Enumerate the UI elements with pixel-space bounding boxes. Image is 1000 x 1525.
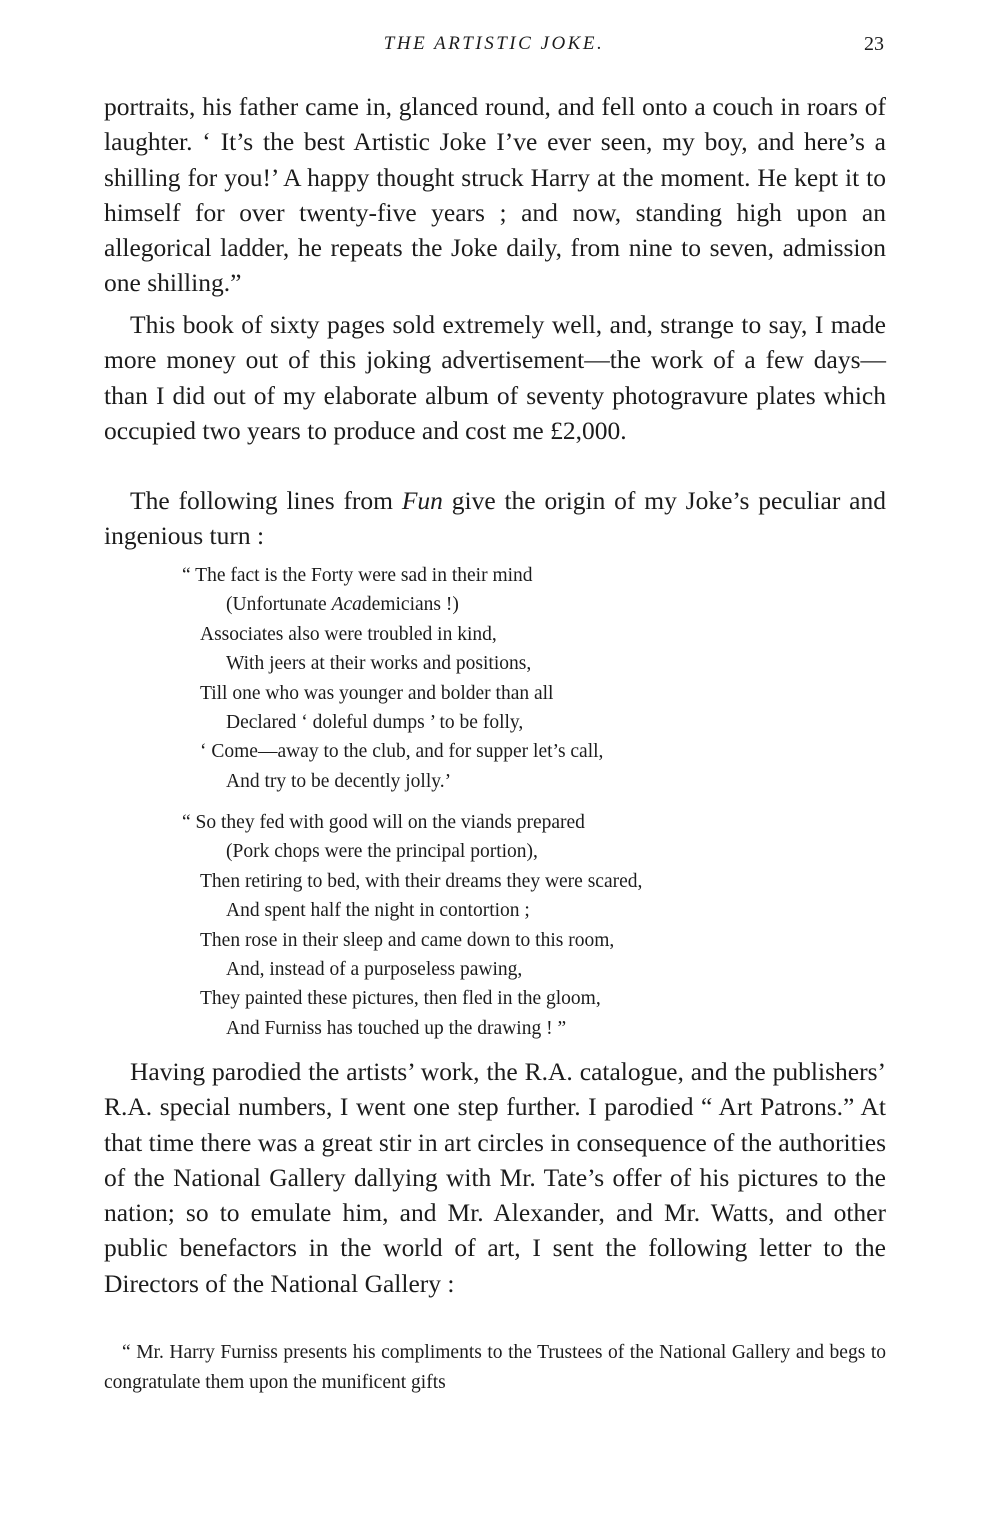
- verse-line: Then rose in their sleep and came down to this room,: [200, 929, 615, 951]
- verse-line: And, instead of a purposeless pawing,: [226, 959, 523, 981]
- verse-line: With jeers at their works and positions,: [226, 653, 532, 675]
- verse-stanza-1: [104, 561, 886, 796]
- paragraph-art-patrons: Having parodied the artists’ work, the R.A. catalogue, and the publishers’ R.A. special numbers, I went one step further. I parodied “ Art Patrons.” At that time there was a great stir in art circles in consequence of the authorities of the National Gallery dallying with Mr. Tate’s offer of his pictures to the nation; so to emulate him, and Mr. Alexander, and Mr. Watts, and other public benefactors in the world of art, I sent the following letter to the Directors of the National Gallery :: [104, 1057, 886, 1298]
- running-title: THE ARTISTIC JOKE.: [383, 33, 605, 54]
- intro-source-title: Fun: [401, 486, 443, 515]
- verse-line: [104, 590, 886, 619]
- verse-line: ‘ Come—away to the club, and for supper let’s call,: [200, 741, 604, 763]
- verse-line: And try to be decently jolly.’: [226, 770, 452, 792]
- verse-line: And Furniss has touched up the drawing ! ”: [226, 1017, 567, 1039]
- verse-line: (Pork chops were the principal portion),: [226, 841, 538, 863]
- page-header: [104, 33, 884, 63]
- verse-line: Till one who was younger and bolder than all: [200, 682, 554, 704]
- paragraph-continued: portraits, his father came in, glanced round, and fell onto a couch in roars of laughter. ‘ It’s the best Artistic Joke I’ve ever seen, my boy, and here’s a shilling for you!’ A happy thought struck Harry at the moment. He kept it to himself for over twenty-five years ; and now, standing high upon an allegorical ladder, he repeats the Joke daily, from nine to seven, admission one shilling.”: [104, 92, 886, 298]
- letter-quote: “ Mr. Harry Furniss presents his compliments to the Trustees of the National Gallery and begs to congratulate them upon the munificent gifts: [104, 1342, 886, 1393]
- intro-after: give the origin of my Joke’s peculiar and ingenious turn :: [104, 486, 886, 551]
- verse-line: Then retiring to bed, with their dreams they were scared,: [200, 870, 643, 892]
- paragraph-verse-intro: [104, 483, 886, 554]
- intro-before: The following lines from: [130, 486, 402, 515]
- verse-line-part: demicians !): [361, 594, 459, 616]
- verse-stanza-2: [104, 808, 886, 1043]
- verse-line-italic: Aca: [331, 594, 362, 616]
- verse-line: And spent half the night in contortion ;: [226, 900, 530, 922]
- verse-line: Associates also were troubled in kind,: [200, 623, 497, 645]
- verse-line: Declared ‘ doleful dumps ’ to be folly,: [226, 712, 524, 734]
- verse-line: “ The fact is the Forty were sad in their mind: [182, 565, 533, 586]
- page-number: 23: [864, 33, 884, 55]
- paragraph-sixty-pages: This book of sixty pages sold extremely well, and, strange to say, I made more money out of this joking advertisement—the work of a few days—than I did out of my elaborate album of seventy photogravure plates which occupied two years to produce and cost me £2,000.: [104, 310, 886, 445]
- verse-line: They painted these pictures, then fled in the gloom,: [200, 988, 601, 1010]
- verse-line: “ So they fed with good will on the viands prepared: [182, 812, 585, 833]
- verse-line-part: (Unfortunate: [226, 594, 332, 616]
